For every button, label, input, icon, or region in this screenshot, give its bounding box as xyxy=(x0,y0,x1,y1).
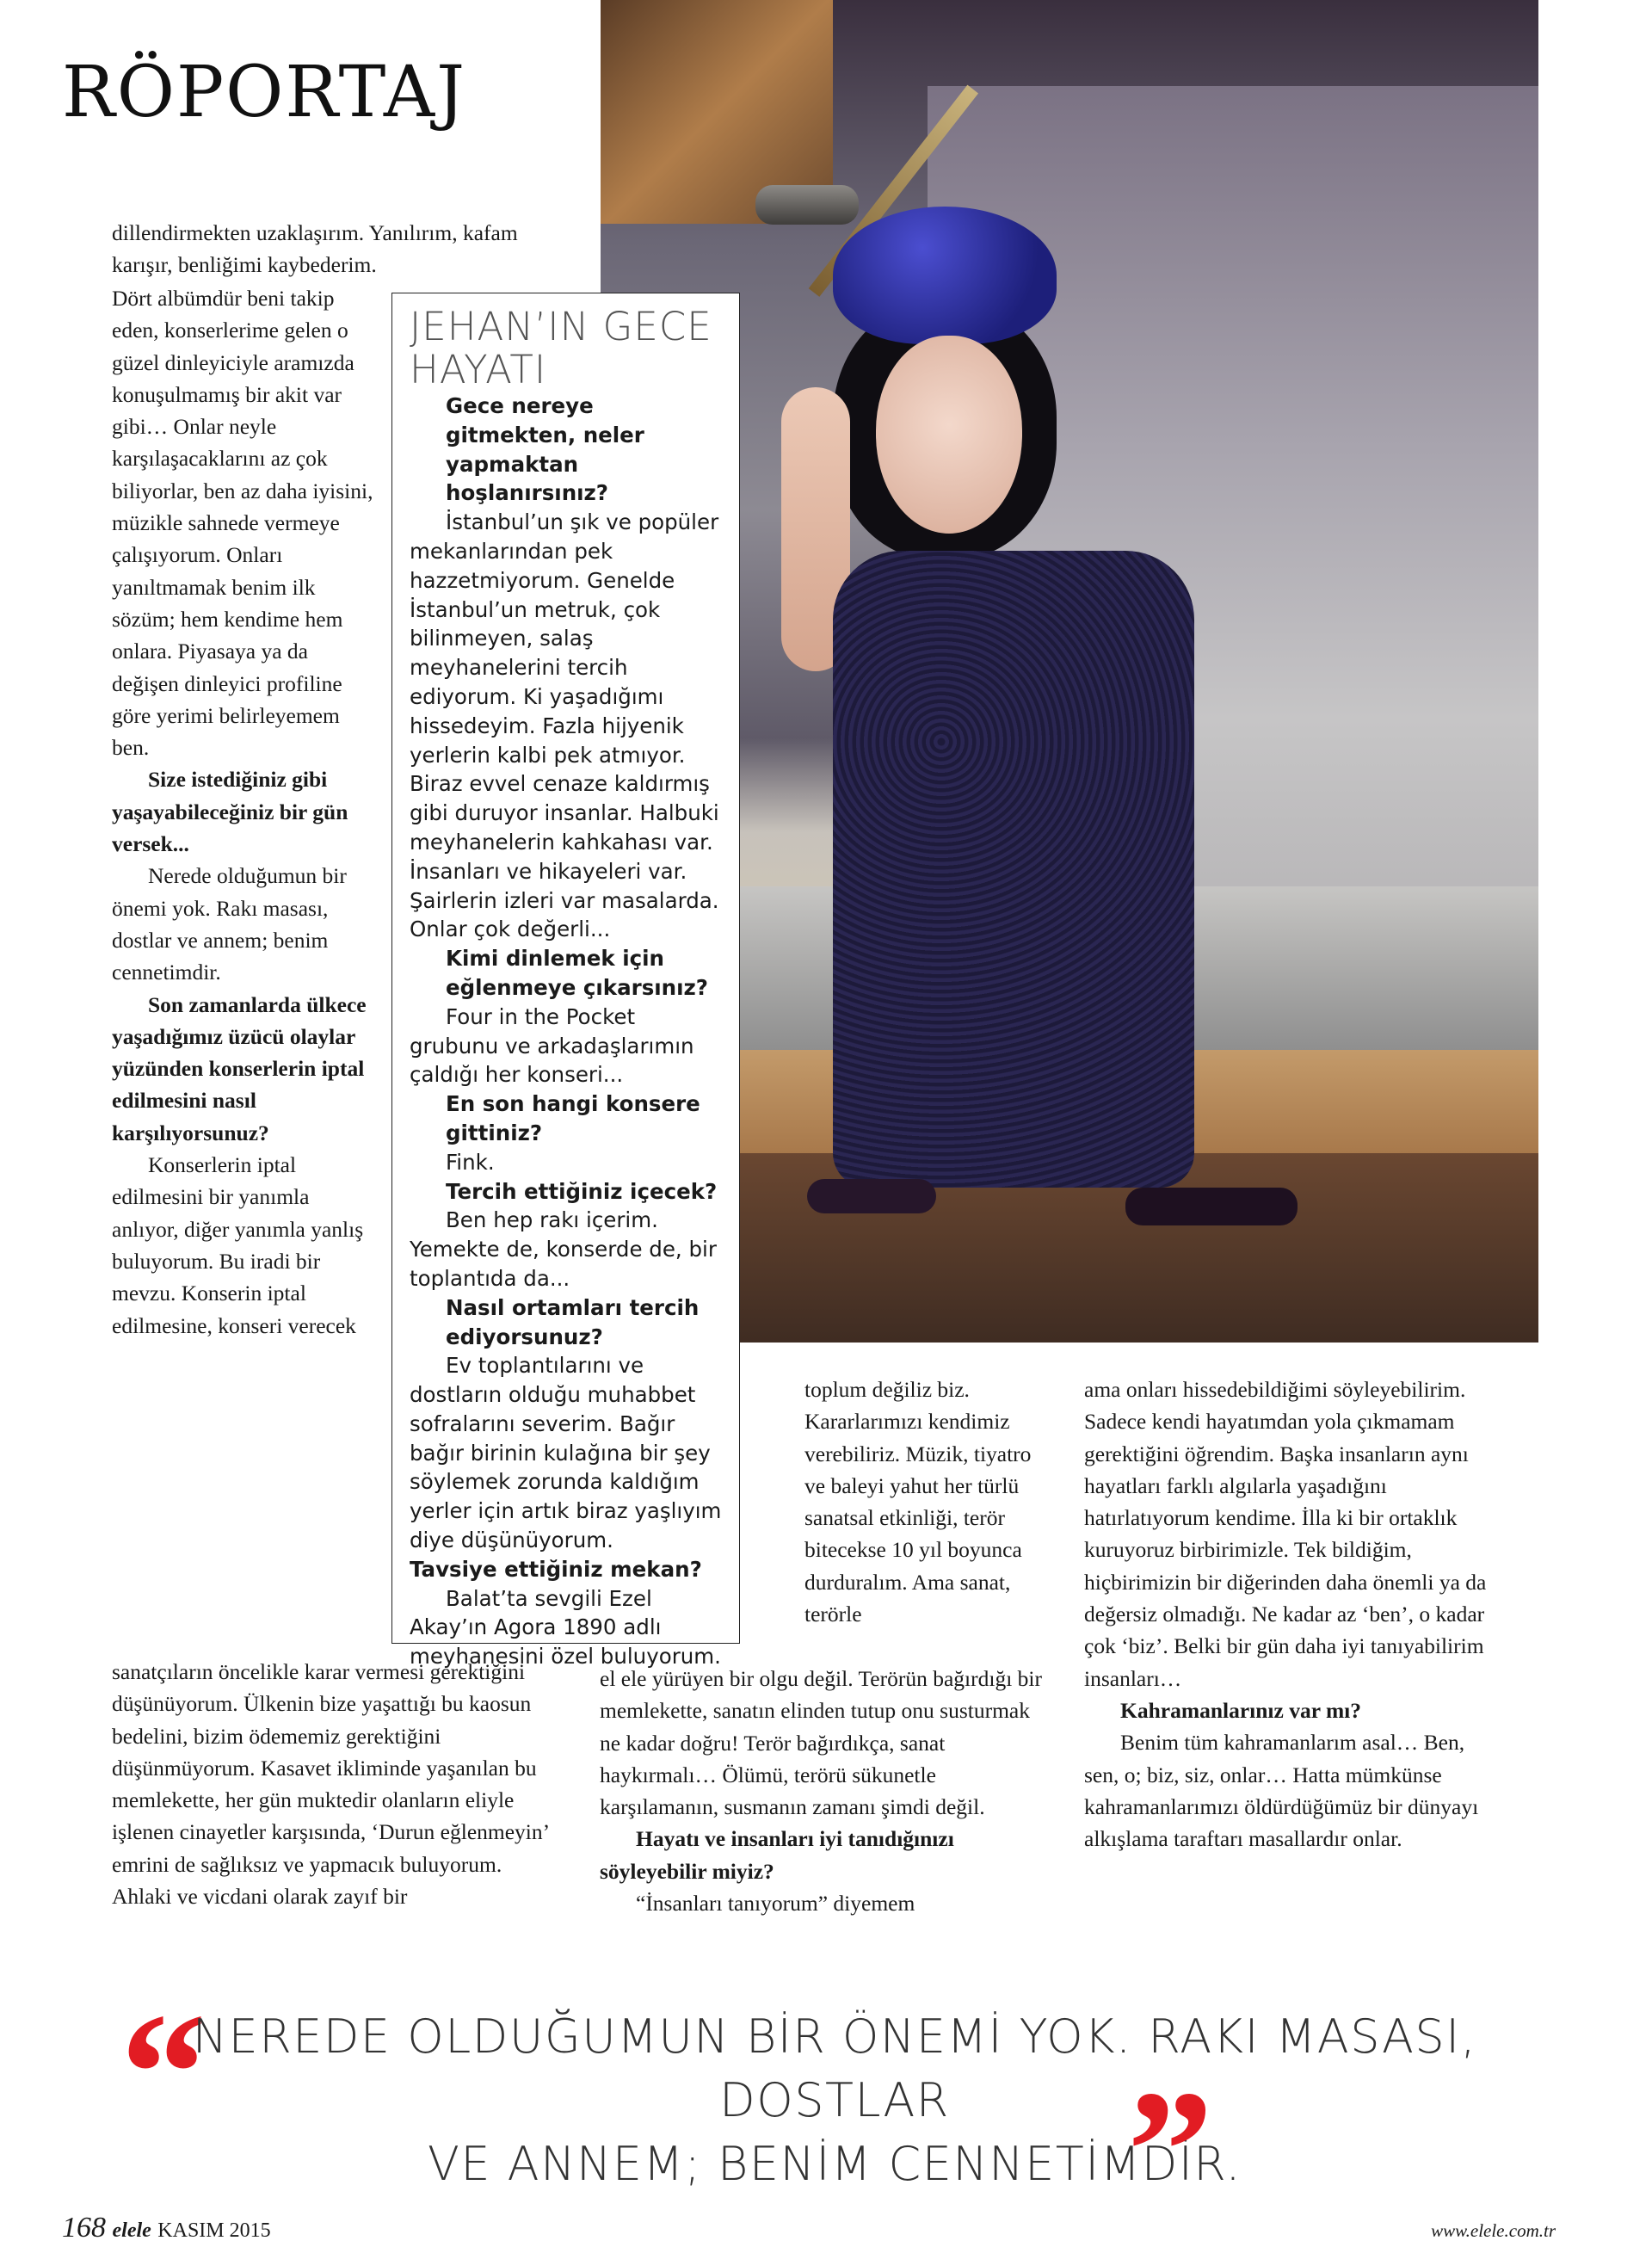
section-header: RÖPORTAJ xyxy=(62,52,466,133)
pull-quote: NEREDE OLDUĞUMUN BİR ÖNEMİ YOK. RAKI MASASI, DOSTLAR VE ANNEM; BENİM CENNETİMDİR. xyxy=(192,2009,1477,2191)
issue-date: KASIM 2015 xyxy=(157,2219,271,2242)
cover-photo xyxy=(601,0,1538,1343)
website-url[interactable]: www.elele.com.tr xyxy=(1431,2220,1556,2241)
folio xyxy=(62,2212,271,2244)
column-1-intro: dillendirmekten uzaklaşırım. Yanılırım, kafam karışır, benliğimi kaybederim. xyxy=(112,220,518,278)
column-1-body: Dört albümdür beni takip eden, konserlerime gelen o güzel dinleyiciyle aramızda konuşulmamış bir akit var gibi… Onlar neyle karşılaşacaklarını az çok biliyorlar, ben az daha iyisini, müzikle sahnede vermeye çalışıyorum. Onları yanıltmamak benim ilk sözüm; hem kendime hem onlara. Piyasaya ya da değişen dinleyici profiline göre yerimi belirleyemem ben. Size istediğiniz gibi yaşayabileceğiniz bir gün versek... Nerede olduğumun bir önemi yok. Rakı masası, dostlar ve annem; benim cennetimdir. Son zamanlarda ülkece yaşadığımız üzücü olaylar yüzünden konserlerin iptal edilmesini nasıl karşılıyorsunuz? Konserlerin iptal edilmesini bir yanımla anlıyor, diğer yanımla yanlış buluyorum. Bu iradi bir mevzu. Konserin iptal edilmesine, konseri verecek xyxy=(112,286,373,1338)
question-1: Size istediğiniz gibi yaşayabileceğiniz bir gün versek... xyxy=(112,767,348,857)
column-1-continued: sanatçıların öncelikle karar vermesi gerektiğini düşünüyorum. Ülkenin bize yaşattığı bu kaosun bedelini, bizim ödememiz gerektiğini düşünmüyorum. Kasavet ikliminde yaşanılan bu memlekette, her gün muktedir olanların eliyle işlenen cinayetler karşısında, ‘Durun eğlenmeyin’ emrini de sağlıksız ve yapmacık buluyorum. Ahlaki ve vicdani olarak zayıf bir xyxy=(112,1659,549,1910)
column-2-top: toplum değiliz biz. Kararlarımızı kendimiz verebiliriz. Müzik, tiyatro ve baleyi yahut her türlü sanatsal etkinliği, terör bitecekse 10 yıl boyunca durduralım. Ama sanat, terörle xyxy=(804,1377,1032,1627)
sidebar-title: JEHAN’IN GECE HAYATI xyxy=(410,304,712,392)
question-4: Kahramanlarınız var mı? xyxy=(1120,1697,1362,1723)
close-quote-mark: ” xyxy=(1127,2056,1213,2246)
magazine-brand: elele xyxy=(112,2219,151,2242)
column-2-body: el ele yürüyen bir olgu değil. Terörün bağırdığı bir memlekette, sanatın elinden tutup onu susturmak ne kadar doğru! Terör bağırdıkça, sanat haykırmalı… Ölümü, terörü sükunetle karşılamanın, susmanın zamanı şimdi değil. Hayatı ve insanları iyi tanıdığınızı söyleyebilir miyiz? “İnsanları tanıyorum” diyemem xyxy=(600,1666,1042,1917)
open-quote-mark: “ xyxy=(120,1978,206,2169)
question-3: Hayatı ve insanları iyi tanıdığınızı söyleyebilir miyiz? xyxy=(600,1826,954,1884)
woman-portrait xyxy=(781,207,1229,1291)
question-2: Son zamanlarda ülkece yaşadığımız üzücü olaylar yüzünden konserlerin iptal edilmesini nasıl karşılıyorsunuz? xyxy=(112,991,367,1145)
page-number: 168 xyxy=(62,2212,106,2244)
column-3-body: ama onları hissedebildiğimi söyleyebilirim. Sadece kendi hayatımdan yola çıkmamam gerektiğini öğrendim. Başka insanların aynı hayatları farklı algılarla yaşadığını hatırlatıyorum kendime. İlla ki bir ortaklık kuruyoruz birbirimizle. Tek bildiğim, hiçbirimizin bir diğerinden daha önemli ya da değersiz olmadığı. Ne kadar az ‘ben’, o kadar çok ‘biz’. Belki bir gün daha iyi tanıyabilirim insanları… Kahramanlarınız var mı? Benim tüm kahramanlarım asal… Ben, sen, o; biz, siz, onlar… Hatta mümkünse kahramanlarımızı öldürdüğümüz bir dünyayı alkışlama taraftarı masallardır onlar. xyxy=(1084,1377,1487,1852)
nightlife-sidebar: JEHAN’IN GECE HAYATI Gece nereye gitmekten, neler yapmaktan hoşlanırsınız? İstanbul’un şık ve popüler mekanlarından pek hazzetmiyorum. Genelde İstanbul’un metruk, çok bilinmeyen, salaş meyhanelerini tercih ediyorum. Ki yaşadığımı hissedeyim. Fazla hijyenik yerlerin kalbi pek atmıyor. Biraz evvel cenaze kaldırmış gibi duruyor insanlar. Halbuki meyhanelerin kahkahası var. İnsanları ve hikayeleri var. Şairlerin izleri var masalarda. Onlar çok değerli... Kimi dinlemek için eğlenmeye çıkarsınız? Four in the Pocket grubunu ve arkadaşlarımın çaldığı her konseri... En son hangi konsere gittiniz? Fink. Tercih ettiğiniz içecek? Ben hep rakı içerim. Yemekte de, konserde de, bir toplantıda da... Nasıl ortamları tercih ediyorsunuz? Ev toplantılarını ve dostların olduğu muhabbet sofralarını severim. Bağır bağır birinin kulağına bir şey söylemek zorunda kaldığım yerler için artık biraz yaşlıyım diye düşünüyorum. Tavsiye ettiğiniz mekan? Balat’ta sevgili Ezel Akay’ın Agora 1890 adlı meyhanesini özel buluyorum. xyxy=(391,293,740,1644)
